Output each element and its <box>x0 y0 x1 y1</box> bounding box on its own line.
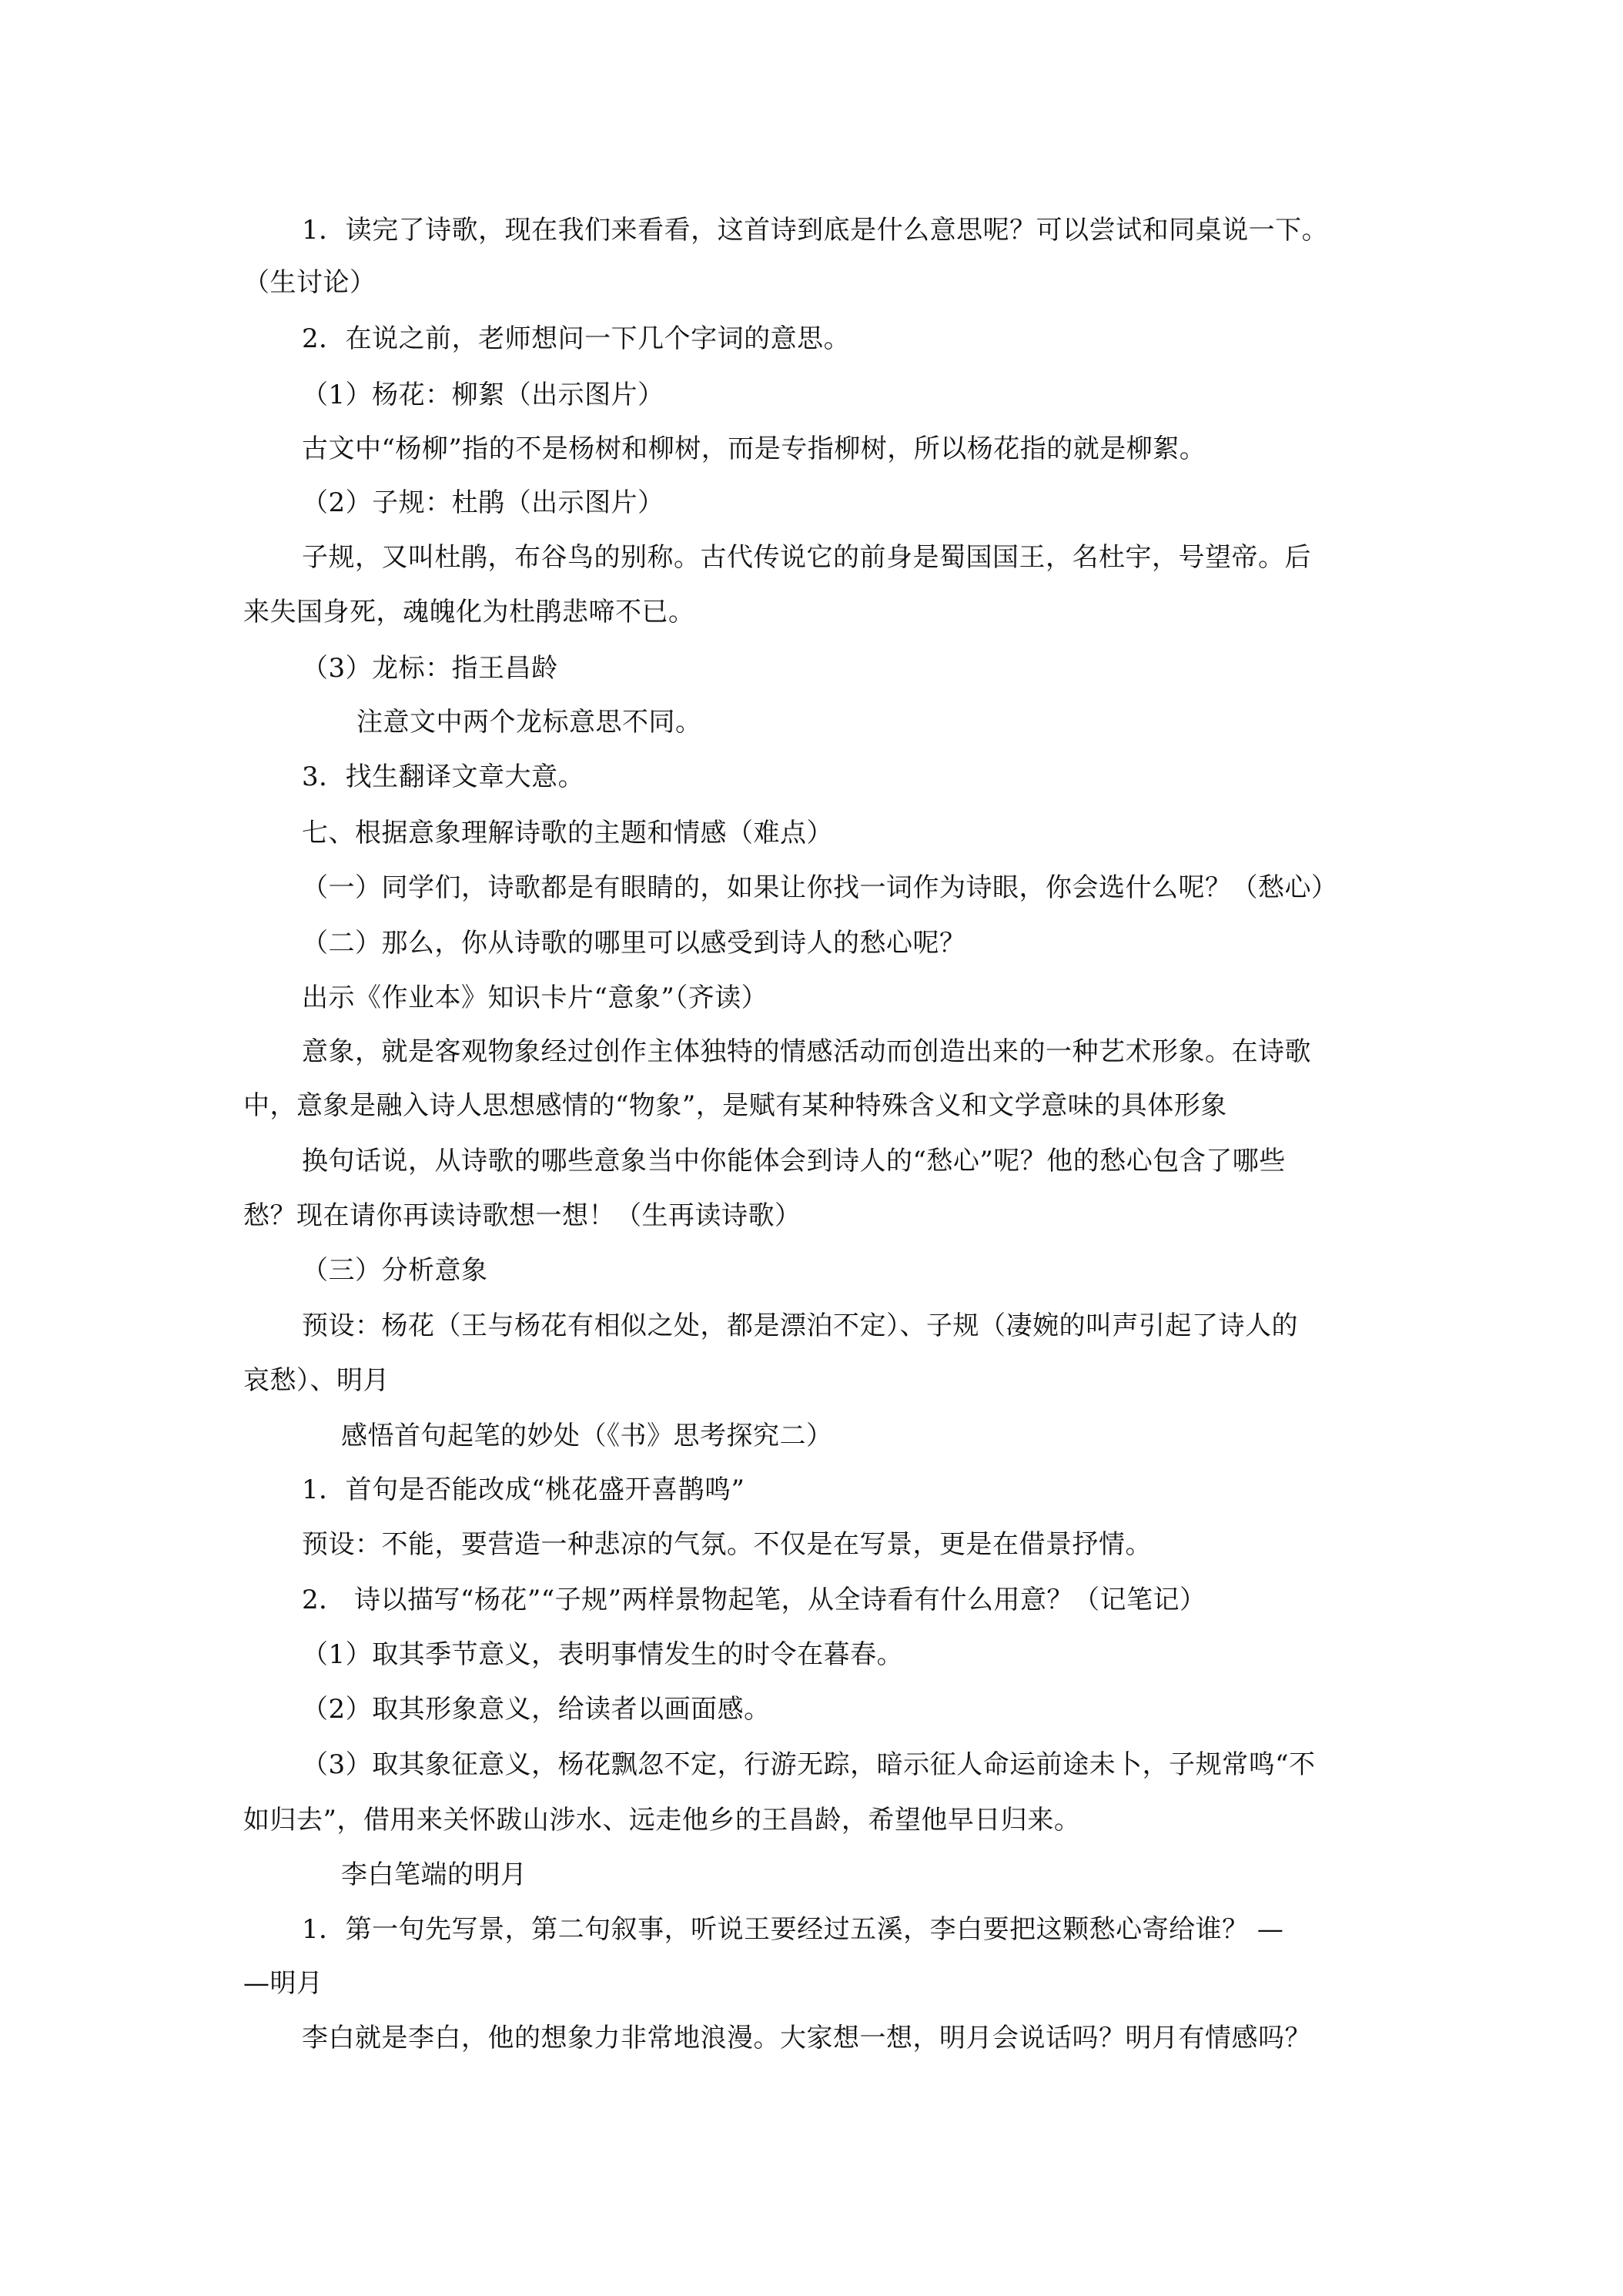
text-line: 2．在说之前，老师想问一下几个字词的意思。 <box>302 323 851 354</box>
text-line: 愁？现在请你再读诗歌想一想！（生再读诗歌） <box>243 1200 801 1231</box>
text-line: 子规，又叫杜鹃，布谷鸟的别称。古代传说它的前身是蜀国国王，名杜宇，号望帝。后 <box>302 542 1311 573</box>
text-line: 预设：杨花（王与杨花有相似之处，都是漂泊不定）、子规（凄婉的叫声引起了诗人的 <box>302 1310 1298 1341</box>
text-line: 2． 诗以描写“杨花”“子规”两样景物起笔，从全诗看有什么用意？（记笔记） <box>302 1585 1206 1615</box>
text-line: 李白笔端的明月 <box>341 1859 527 1890</box>
text-line: 出示《作业本》知识卡片“意象”（齐读） <box>302 982 768 1013</box>
text-line: （1）杨花：柳絮（出示图片） <box>302 380 664 410</box>
text-line: 哀愁）、明月 <box>243 1365 390 1396</box>
text-line: 1．读完了诗歌，现在我们来看看，这首诗到底是什么意思呢？可以尝试和同桌说一下。 <box>302 215 1329 246</box>
text-line: 感悟首句起笔的妙处（《书》思考探究二） <box>341 1421 833 1451</box>
text-line: 意象，就是客观物象经过创作主体独特的情感活动而创造出来的一种艺术形象。在诗歌 <box>302 1036 1311 1067</box>
text-line: —明月 <box>243 1968 323 1999</box>
text-line: （三）分析意象 <box>302 1255 488 1286</box>
text-line: 3．找生翻译文章大意。 <box>302 761 585 792</box>
text-line: （二）那么，你从诗歌的哪里可以感受到诗人的愁心呢？ <box>302 928 966 959</box>
text-line: 换句话说，从诗歌的哪些意象当中你能体会到诗人的“愁心”呢？他的愁心包含了哪些 <box>302 1146 1286 1176</box>
text-line: （一）同学们，诗歌都是有眼睛的，如果让你找一词作为诗眼，你会选什么呢？（愁心） <box>302 872 1338 903</box>
text-line: （3）龙标：指王昌龄 <box>302 653 558 684</box>
text-line: 七、根据意象理解诗歌的主题和情感（难点） <box>302 818 833 848</box>
text-line: （3）取其象征意义，杨花飘忽不定，行游无踪，暗示征人命运前途未卜，子规常鸣“不 <box>302 1749 1316 1780</box>
text-line: （1）取其季节意义，表明事情发生的时令在暮春。 <box>302 1639 904 1670</box>
text-line: 来失国身死，魂魄化为杜鹃悲啼不已。 <box>243 597 695 628</box>
text-line: 注意文中两个龙标意思不同。 <box>356 707 702 738</box>
text-line: 古文中“杨柳”指的不是杨树和柳树，而是专指柳树，所以杨花指的就是柳絮。 <box>302 433 1206 464</box>
text-line: 李白就是李白，他的想象力非常地浪漫。大家想一想，明月会说话吗？明月有情感吗？ <box>302 2023 1311 2053</box>
text-line: （2）子规：杜鹃（出示图片） <box>302 487 664 518</box>
text-line: 中，意象是融入诗人思想感情的“物象”，是赋有某种特殊含义和文学意味的具体形象 <box>243 1090 1227 1121</box>
text-line: 如归去”，借用来关怀跋山涉水、远走他乡的王昌龄，希望他早日归来。 <box>243 1805 1081 1836</box>
text-line: 1．首句是否能改成“桃花盛开喜鹊鸣” <box>302 1474 745 1505</box>
text-line: 1．第一句先写景，第二句叙事，听说王要经过五溪，李白要把这颗愁心寄给谁？ — <box>302 1914 1284 1945</box>
text-line: 预设：不能，要营造一种悲凉的气氛。不仅是在写景，更是在借景抒情。 <box>302 1529 1152 1560</box>
text-line: （2）取其形象意义，给读者以画面感。 <box>302 1694 771 1725</box>
text-line: （生讨论） <box>243 267 376 298</box>
